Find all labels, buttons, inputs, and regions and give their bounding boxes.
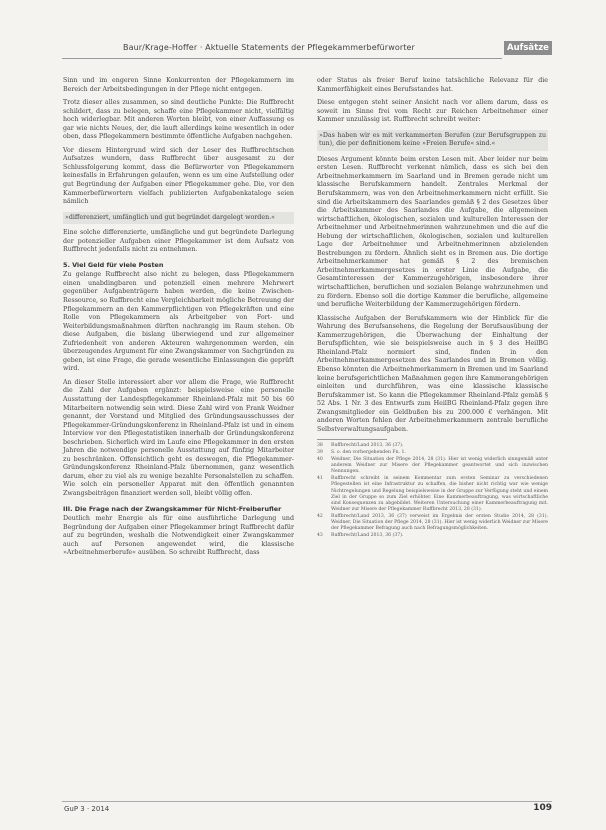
footnotes [317, 443, 548, 539]
paragraph: Eine solche differenzierte, umfängliche und gut begründete Darlegung der potenzieller Aufgaben einer Pflegekammer ist dem Aufsatz von Ruffbrecht jedenfalls nicht zu entnehmen. [63, 229, 294, 254]
footnote-number: 38 [317, 443, 323, 449]
highlighted-quote: »differenziert, umfänglich und gut begründet dargelegt worden.« [63, 212, 294, 225]
footnote-text: Ruffbrecht schreibt in seinem Kommentar zum ersten Seminar zu verschiedenen Pflegestellen ist eine Infrastruktur zu schaffen, die bisher nicht richtig war wie wenige Nichtregelungen und Regelung beispielsweise in der Gruppe zur Verfügung steht und einem Ziel in der Gruppe so zum Ziel erhöhter. Eine Kammerbeauftragung, was wirtschaftliche sind Konsequenzen zu abgebildet. Weiteren Untersuchung einer Kammerbeauftragung mit. Weidner zur Misere der Pflegekammer Ruffbrecht 2013, 28 (31). [331, 476, 548, 513]
footnote-text: Weidner, Die Situation der Pflege 2014, 28 (31). Hier ist wenig widerlich sinngemäß unter anderem Weidner zur Misere der Pflegekammer geantwortet und sich inzwischen Nennungen. [331, 456, 548, 475]
paragraph: Deutlich mehr Energie als für eine ausführliche Darlegung und Begründung der Aufgaben einer Pflegekammer bringt Ruffbrecht dafür auf zu begründen, weshalb die Notwendigkeit einer Zwangskammer auch auf Personen angewendet wird, die klassische »Arbeitnehmerberufe« ausüben. So schreibt Ruffbrecht, dass [63, 515, 294, 557]
journal-issue: GuP 3 · 2014 [64, 805, 110, 813]
highlighted-quote: »Das haben wir es mit verkammerten Berufen (zur Berufsgruppen zu tun), die per definitionem keine »Freien Berufe« sind.« [317, 130, 548, 151]
footnote-text: Ruffbrecht/Land 2013, 36 (37) verweist im Ergebnis der ersten Studie 2014, 28 (31). Weidner, Die Situation der Pflege 2014, 28 (31). Hier ist wenig widerlich Weidner zur Misere der Pflegekammer Befragung auch nach Befragungsmöglichkeiten. [331, 513, 548, 532]
paragraph: Diese entgegen steht seiner Ansicht nach vor allem darum, dass es soweit im Sinne frei vom Recht zur Reichen Arbeitnehmer einer Kammer unzulässig ist. Ruffbrecht schreibt weiter: [317, 99, 548, 124]
footnote-text: S. o. den vorhergehenden Fn. 1. [331, 450, 406, 456]
page-number: 109 [533, 803, 552, 813]
footer-rule [62, 801, 552, 802]
right-column [317, 77, 548, 540]
paragraph: An dieser Stelle interessiert aber vor allem die Frage, wie Ruffbrecht die Zahl der Aufgaben ergänzt: beispielsweise eine personelle Ausstattung der Landespflegekammer Rheinland-Pfalz mit 50 bis 60 Mitarbeitern notwendig sein wird. Diese Zahl wird von Frank Weidner genannt, der Vorstand und Mitglied des Gründungsausschusses der Pflegekammer-Gründungskonferenz in Rheinland-Pfalz ist und in einem Interview vor den Pflegestatistiken innerhalb der Gründungskonferenz beschrieben. Sicherlich wird im Laufe eine Pflegekammer in den ersten Jahren die notwendige personelle Ausstattung auf fünfzig Mitarbeiter zu beschränken. Offensichtlich geht es deswegen, die Pflegekammer-Gründungskonferenz Rheinland-Pfalz übernommen, ganz wesentlich darum, eher zu viel als zu wenige bezahlte Personalstellen zu schaffen. Wie solch ein personeller Apparat mit den öffentlich genannten Zwangsbeiträgen finanziert werden soll, bleibt völlig offen. [63, 378, 294, 498]
footnote-number: 40 [317, 456, 323, 462]
paragraph: Trotz dieser alles zusammen, so sind deutliche Punkte: Die Ruffbrecht schildert, dass zu belegen, schaffe eine Pflegekammer nicht, vielfältig hoch widerlegbar. Mit anderen Worten bleibt, von einer Auffassung es gar wie nichts Neues, der, die lauft allerdings keine wesentlich in oder oben, dass Pflegekammern bestimmte öffentliche Aufgaben nachgehen. [63, 99, 294, 141]
footnote [317, 476, 548, 513]
paragraph: oder Status als freier Beruf keine tatsächliche Relevanz für die Kammerfähigkeit eines Berufsstandes hat. [317, 77, 548, 93]
section-tag: Aufsätze [504, 41, 552, 55]
footnote-text: Ruffbrecht/Land 2013, 36 (37). [331, 443, 404, 449]
footnote-number: 42 [317, 513, 323, 519]
section-heading: III. Die Frage nach der Zwangskammer für Nicht-Freiberufler [63, 504, 282, 513]
footnote-number: 41 [317, 476, 323, 482]
paragraph: Vor diesem Hintergrund wird sich der Leser des Ruffbrechtschen Aufsatzes wundern, dass Ruffbrecht über ausgesamt zu der Schlussfolgerung kommt, dass die Befürworter von Pflegekammern keinesfalls in Erfahrungen gelaufen, wenn es um eine Aufstellung oder gut Begründung der Aufgaben einer Pflegekammer gehe. Die, vor den Kammerbefürwortern vielfach publizierten Aufgabenkataloge seien nämlich [63, 146, 294, 206]
paragraph: Zu gelange Ruffbrecht also nicht zu belegen, dass Pflegekammern einen unabdingbaren und potenziell einen mehrere Mehrwert gegenüber Aufgabenträgern haben werden, die keine Zwischen-Ressource, so Ruffbrecht eine Vergleichbarkeit mögliche Betreuung der Pflegekammern an den Kammerpflichtigen von Pflegekräften und eine Rolle von Pflegekammern als Arbeitgeber von Fort- und Weiterbildungsmaßnahmen dürften nachrangig im Raum stehen. Ob diese Aufgaben, die bislang überwiegend und zur allgemeiner Zufriedenheit von anderen Akteuren wahrgenommen werden, ein überzeugendes Argument für eine Zwangskammer von Sachgründen zu geben, ist eine Frage, die gerade wesentliche Einlassungen die geprüft wird. [63, 271, 294, 373]
footnote-text: Ruffbrecht/Land 2013, 36 (37). [331, 533, 404, 539]
footnote-number: 39 [317, 450, 323, 456]
paragraph: Sinn und im engeren Sinne Konkurrenten der Pflegekammern im Bereich der Arbeitsbedingungen in der Pflege nicht entgegen. [63, 77, 294, 93]
header-rule [62, 58, 502, 59]
paragraph: Dieses Argument könnte beim ersten Lesen mit. Aber leider nur beim ersten Lesen. Ruffbrecht verkennt nämlich, dass es sich bei den Arbeitnehmerkammern im Saarland und in Bremen gerade nicht um klassische Berufskammern handelt. Zentrales Merkmal der Berufskammern, was von den Arbeitnehmerkammern nicht erfüllt. Sie sind die Arbeitskammern des Saarlandes gemäß § 2 des Gesetzes über die Arbeitskammer des Saarlandes die Aufgabe, die allgemeinen wirtschaftlichen, ökologischen, sozialen und kulturellen Interessen der Arbeitnehmer und Arbeitnehmerinnen wahrzunehmen und die auf die Hebung der wirtschaftlichen, ökologischen, sozialen und kulturellen Lage der Arbeitnehmer und Arbeitnehmerinnen abzielenden Bestrebungen zu fördern. Ähnlich sieht es in Bremen aus. Die dortige Arbeitnehmerkammer hat gemäß § 2 des bremischen Arbeitnehmerkammergesetzes in erster Linie die Aufgabe, die Gesamtinteressen der Kammerzugehörigen, insbesondere ihrer wirtschaftlichen, beruflichen und sozialen Belange wahrzunehmen und zu fördern. Ebenso soll die dortige Kammer die berufliche, allgemeine und berufliche Weiterbildung der Kammerzugehörigen fördern. [317, 155, 548, 309]
left-column [63, 77, 294, 558]
footnote-rule [317, 439, 387, 440]
footnote [317, 450, 548, 456]
footnote [317, 533, 548, 539]
paragraph: Klassische Aufgaben der Berufskammern wie der Hinblick für die Wahrung des Berufsansehens, die Regelung der Berufsausübung der Kammerzugehörigen, die Überwachung der Einhaltung der Berufspflichten, wie sie beispielsweise auch in § 3 des HeilBG Rheinland-Pfalz normiert sind, finden in den Arbeitnehmerkammergesetzen des Saarlandes und in Bremen völlig. Ebenso könnten die Arbeitnehmerkammern in Bremen und im Saarland keine berufsgerichtlichen Maßnahmen gegen ihre Kammerangehörigen einleiten und durchführen, was eine klassische klassische Berufskammer ist. So kann die Pflegekammer Rheinland-Pfalz gemäß § 52 Abs. 1 Nr. 3 des Entwurfs zum HeilBG Rheinland-Pfalz gegen ihre Zwangsmitglieder ein Geldbußen bis zu 200.000 € verhängen. Mit anderen Worten fehlen der Arbeitnehmerkammern zentrale berufliche Selbstverwaltungsaufgaben. [317, 314, 548, 433]
footnote-number: 43 [317, 533, 323, 539]
footnote [317, 457, 548, 476]
footnote [317, 514, 548, 533]
section-heading: 5. Viel Geld für viele Posten [63, 260, 164, 269]
running-header: Baur/Krage-Hoffer · Aktuelle Statements der Pflegekammerbefürworter [123, 43, 415, 52]
footnote [317, 443, 548, 449]
